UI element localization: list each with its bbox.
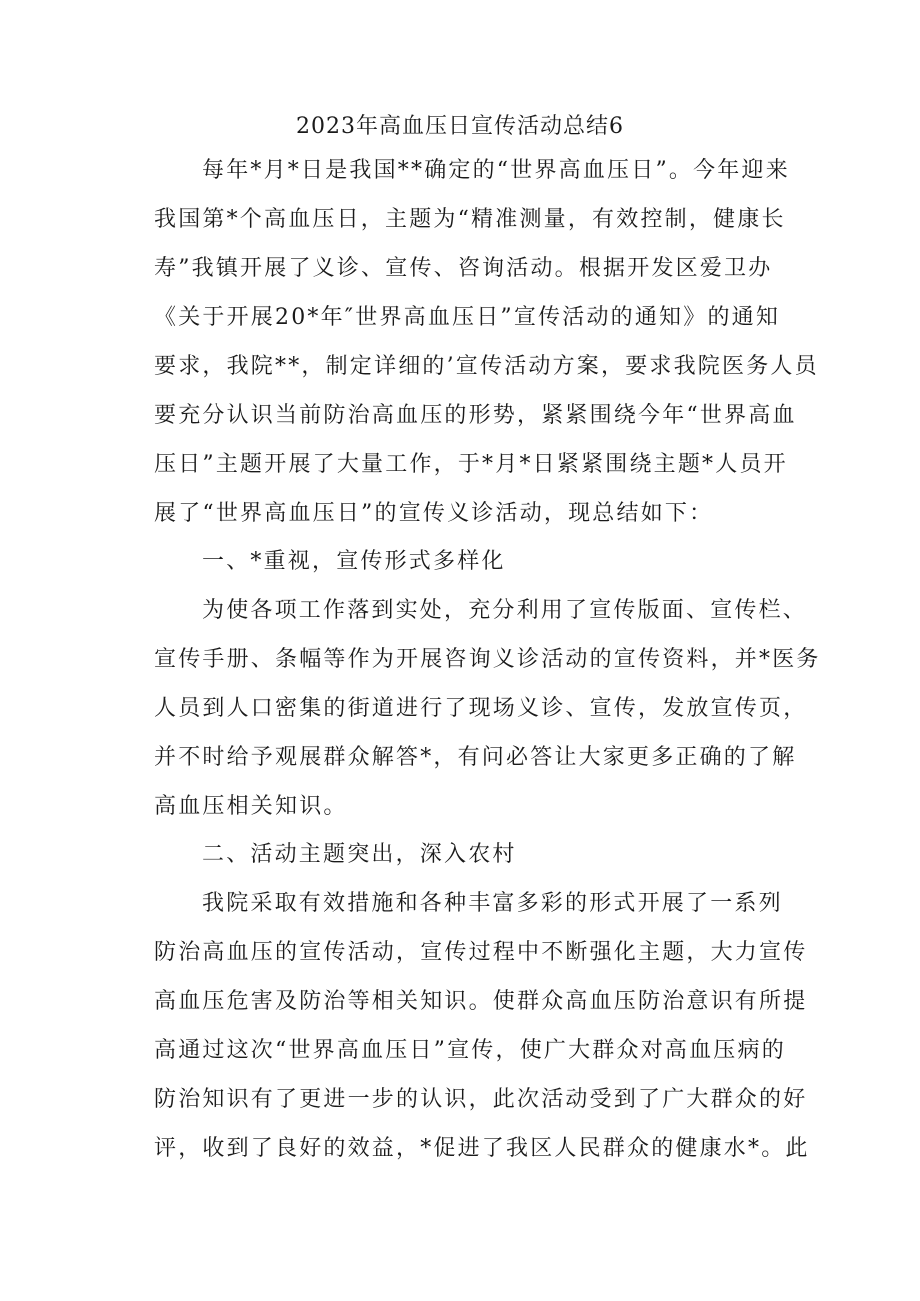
section-heading: 二、活动主题突出，深入农村 — [202, 842, 517, 867]
paragraph-line: 要求，我院**，制定详细的’宣传活动方案，要求我院医务人员 — [154, 354, 819, 379]
paragraph-line: 防治高血压的宣传活动，宣传过程中不断强化主题，大力宣传 — [154, 940, 808, 965]
paragraph-line: 我国第*个高血压日，主题为“精准测量，有效控制，健康长 — [154, 207, 786, 232]
paragraph-line: 我院采取有效措施和各种丰富多彩的形式开展了一系列 — [202, 891, 783, 916]
paragraph-line: 每年*月*日是我国**确定的“世界高血压日”。今年迎来 — [202, 158, 790, 183]
paragraph-line: 为使各项工作落到实处，充分利用了宣传版面、宣传栏、 — [202, 598, 808, 623]
paragraph-line: 人员到人口密集的街道进行了现场义诊、宣传，发放宣传页， — [154, 696, 808, 721]
paragraph-line: 要充分认识当前防治高血压的形势，紧紧围绕今年“世界高血 — [154, 403, 797, 428]
paragraph-line: 展了“世界高血压日”的宣传义诊活动，现总结如下： — [154, 501, 714, 526]
paragraph-line: 宣传手册、条幅等作为开展咨询义诊活动的宣传资料，并*医务 — [154, 647, 821, 672]
document-title: 2023年高血压日宣传活动总结6 — [296, 114, 624, 139]
paragraph-line: 压日”主题开展了大量工作，于*月*日紧紧围绕主题*人员开 — [154, 452, 788, 477]
paragraph-line: 《关于开展20*年″世界高血压日”宣传活动的通知》的通知 — [154, 305, 781, 330]
paragraph-line: 评，收到了良好的效益，*促进了我区人民群众的健康水*。此 — [154, 1136, 810, 1161]
paragraph-line: 寿”我镇开展了义诊、宣传、咨询活动。根据开发区爱卫办 — [154, 256, 773, 281]
paragraph-line: 高血压相关知识。 — [154, 794, 348, 819]
paragraph-line: 防治知识有了更进一步的认识，此次活动受到了广大群众的好 — [154, 1087, 808, 1112]
paragraph-line: 高血压危害及防治等相关知识。使群众高血压防治意识有所提 — [154, 989, 808, 1014]
paragraph-line: 并不时给予观展群众解答*，有问必答让大家更多正确的了解 — [154, 745, 797, 770]
paragraph-line: 高通过这次“世界高血压日”宣传，使广大群众对高血压病的 — [154, 1038, 786, 1063]
section-heading: 一、*重视，宣传形式多样化 — [202, 549, 506, 574]
